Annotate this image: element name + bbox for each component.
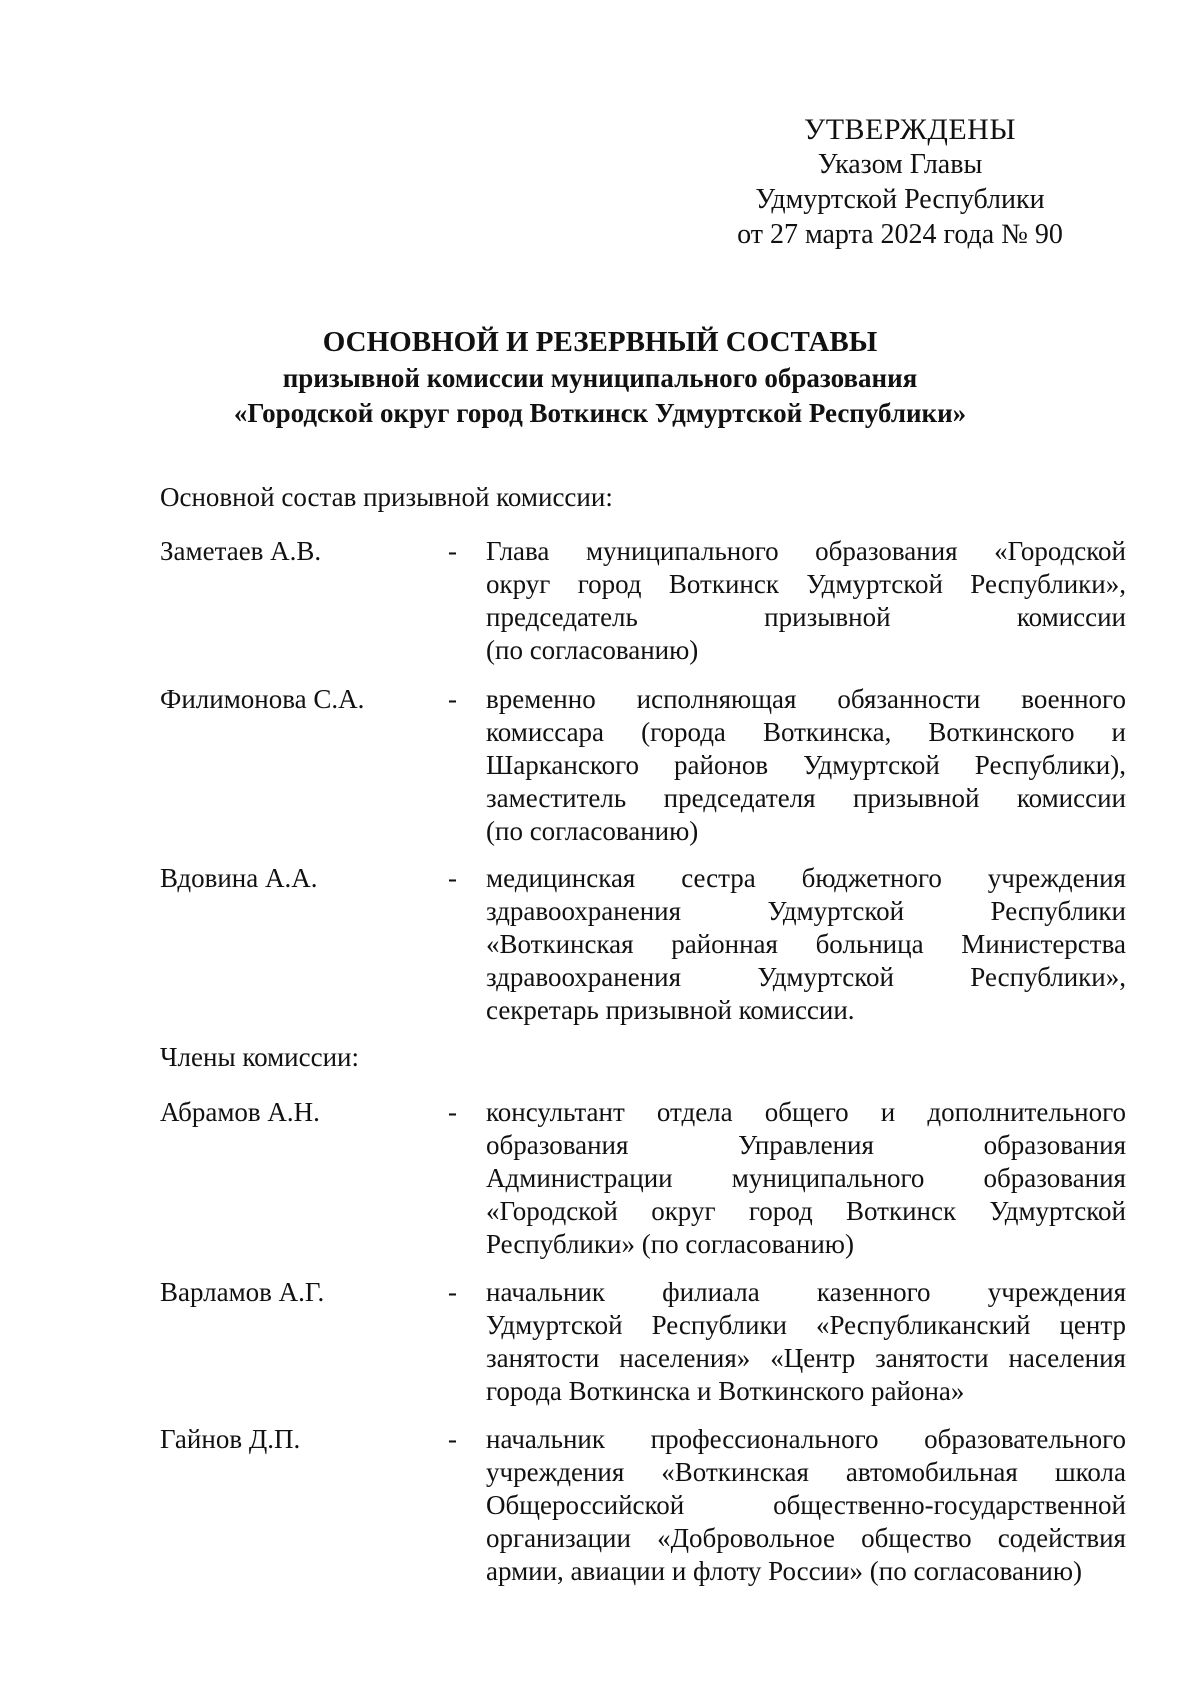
member-description: [486, 862, 1126, 1027]
description-line: комиссара (города Воткинска, Воткинского и: [486, 717, 1126, 747]
description-line: «Городской округ город Воткинск Удмуртской: [486, 1196, 1126, 1226]
member-name: Вдовина А.А.: [160, 863, 318, 893]
description-line: начальник профессионального образовательного: [486, 1424, 1126, 1454]
member-description: [486, 1423, 1126, 1588]
approval-decree-line: Указом Главы: [817, 149, 983, 180]
description-line: города Воткинска и Воткинского района»: [486, 1376, 965, 1406]
member-description: [486, 1276, 1126, 1408]
description-line: Шарканского районов Удмуртской Республики),: [486, 750, 1126, 780]
members-label: Члены комиссии:: [160, 1042, 359, 1072]
member-name: Варламов А.Г.: [160, 1277, 325, 1307]
separator-dash: -: [448, 863, 457, 893]
member-description: [486, 683, 1126, 848]
description-line: занятости населения» «Центр занятости населения: [486, 1343, 1126, 1373]
description-line: здравоохранения Удмуртской Республики: [486, 896, 1126, 926]
description-line: здравоохранения Удмуртской Республики»,: [486, 962, 1126, 992]
description-line: медицинская сестра бюджетного учреждения: [486, 863, 1126, 893]
member-name: Филимонова С.А.: [160, 684, 365, 714]
separator-dash: -: [448, 1097, 457, 1127]
description-line: учреждения «Воткинская автомобильная школа: [486, 1457, 1126, 1487]
member-description: [486, 1096, 1126, 1261]
description-line: Удмуртской Республики «Республиканский центр: [486, 1310, 1126, 1340]
description-line: Республики» (по согласованию): [486, 1229, 854, 1259]
member-name: Гайнов Д.П.: [160, 1424, 301, 1454]
description-line: заместитель председателя призывной комиссии: [486, 783, 1126, 813]
approval-heading: УТВЕРЖДЕНЫ: [803, 113, 1017, 146]
description-line: Глава муниципального образования «Городской: [486, 536, 1126, 566]
description-line: Администрации муниципального образования: [486, 1163, 1126, 1193]
title-line-2: призывной комиссии муниципального образования: [282, 363, 918, 393]
title-line-3: «Городской округ город Воткинск Удмуртской Республики»: [233, 398, 967, 428]
description-line: (по согласованию): [486, 816, 699, 846]
document-title: [0, 323, 1200, 431]
description-line: временно исполняющая обязанности военного: [486, 684, 1126, 714]
member-name: Заметаев А.В.: [160, 536, 322, 566]
description-line: Общероссийской общественно-государственной: [486, 1490, 1126, 1520]
description-line: образования Управления образования: [486, 1130, 1126, 1160]
description-line: начальник филиала казенного учреждения: [486, 1277, 1126, 1307]
description-line: армии, авиации и флоту России» (по согласованию): [486, 1556, 1083, 1586]
description-line: организации «Добровольное общество содействия: [486, 1523, 1126, 1553]
member-name: Абрамов А.Н.: [160, 1097, 320, 1127]
description-line: (по согласованию): [486, 635, 699, 665]
description-line: консультант отдела общего и дополнительного: [486, 1097, 1126, 1127]
title-line-1: ОСНОВНОЙ И РЕЗЕРВНЫЙ СОСТАВЫ: [322, 326, 878, 358]
description-line: «Воткинская районная больница Министерства: [486, 929, 1126, 959]
separator-dash: -: [448, 1424, 457, 1454]
approval-stamp-block: [680, 112, 1120, 252]
separator-dash: -: [448, 1277, 457, 1307]
description-line: председатель призывной комиссии: [486, 602, 1126, 632]
main-composition-label: Основной состав призывной комиссии:: [160, 482, 613, 512]
member-description: [486, 535, 1126, 667]
approval-date-line: от 27 марта 2024 года № 90: [737, 219, 1063, 250]
separator-dash: -: [448, 536, 457, 566]
description-line: секретарь призывной комиссии.: [486, 995, 855, 1025]
description-line: округ город Воткинск Удмуртской Республики»,: [486, 569, 1126, 599]
separator-dash: -: [448, 684, 457, 714]
approval-authority-line: Удмуртской Республики: [755, 184, 1045, 215]
